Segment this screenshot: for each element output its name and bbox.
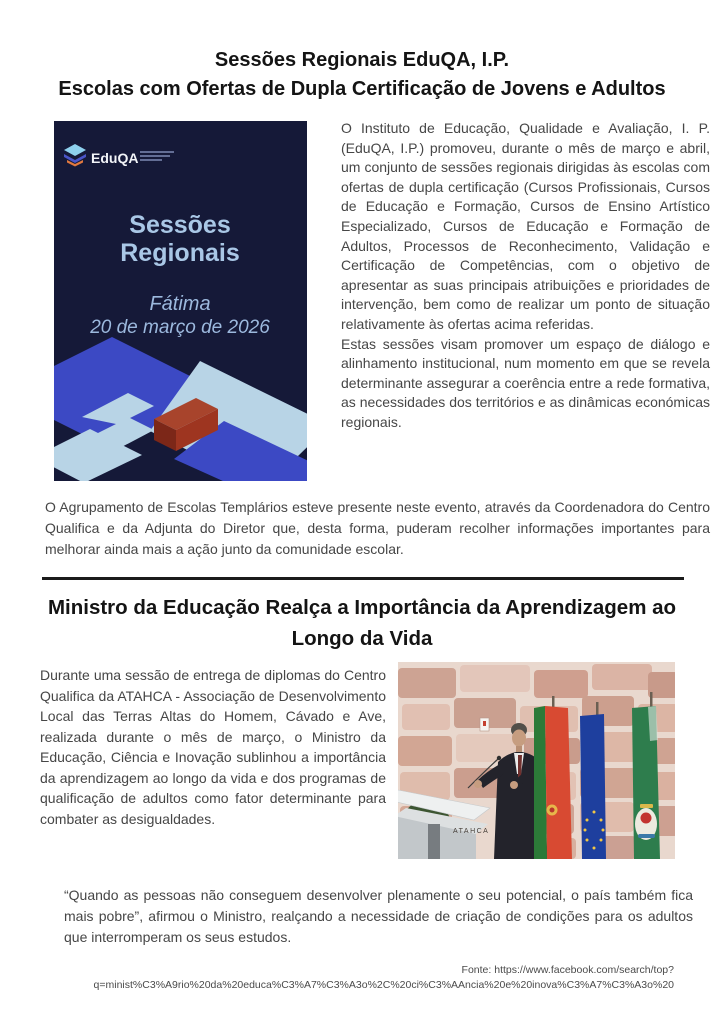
podium-label: ATAHCA — [453, 828, 490, 835]
section1-paragraph1: O Instituto de Educação, Qualidade e Avaliação, I. P. (EduQA, I.P.) promoveu, durante o mês de março e abril, um conjunto de sessões regionais dirigidas às escolas com ofertas de dupla certificação (Cursos Profissionais, Cursos de Educação e Formação, Cursos de Ensino Artístico Especializado, Cursos de Educação e Formação de Adultos, Processos de Reconhecimento, Validação e Certificação de Competências, com o objetivo de apresentar as suas principais atribuições e prioridades de intervenção, bem como de realizar um ponto de situação relativamente às ofertas acima referidas. — [341, 120, 710, 332]
portugal-flag-icon — [534, 696, 572, 859]
source-line1: Fonte: https://www.facebook.com/search/top? — [461, 964, 674, 976]
poster-location: Fátima — [149, 293, 211, 315]
poster-heading-line2: Regionais — [120, 239, 240, 267]
minister-quote: “Quando as pessoas não conseguem desenvolver plenamente o seu potencial, o país também fica mais pobre”, afirmou o Ministro, realçando a necessidade de criação de condições para os adultos que interromperam os seus estudos. — [64, 887, 693, 945]
eduqa-poster-graphic — [54, 121, 307, 481]
poster-date: 20 de março de 2026 — [90, 317, 270, 338]
section2-heading-line1: Ministro da Educação Realça a Importância da Aprendizagem ao — [47, 596, 677, 619]
eu-flag-icon — [580, 702, 606, 859]
page-title-line1: Sessões Regionais EduQA, I.P. — [214, 49, 510, 71]
section1-paragraph3: O Agrupamento de Escolas Templários esteve presente neste evento, através da Coordenadora do Centro Qualifica e da Adjunta do Diretor que, desta forma, puderam recolher informações importantes para melhorar ainda mais a ação junto da comunidade escolar. — [45, 499, 710, 557]
municipal-flag-icon — [632, 692, 660, 859]
section2-heading — [0, 592, 724, 654]
source-line2: q=minist%C3%A9rio%20da%20educa%C3%A7%C3%A3o%2C%20ci%C3%AAncia%20e%20inova%C3%A7%C3%A3o%20 — [93, 979, 674, 991]
section1-paragraph2: Estas sessões visam promover um espaço de diálogo e alinhamento institucional, num momento em que se revela determinante assegurar a coerência entre a rede formativa, as necessidades dos territórios e as dinâmicas económicas regionais. — [341, 335, 710, 430]
eduqa-poster-image — [54, 121, 307, 481]
page-title-line2: Escolas com Ofertas de Dupla Certificação de Jovens e Adultos — [58, 78, 666, 100]
page-title — [0, 46, 724, 104]
eduqa-logo-text: EduQA — [91, 150, 139, 166]
event-photo — [398, 662, 675, 859]
section2-heading-line2: Longo da Vida — [291, 627, 433, 650]
poster-heading-line1: Sessões — [129, 211, 231, 239]
source-note — [34, 963, 674, 993]
section2-paragraph1: Durante uma sessão de entrega de diplomas do Centro Qualifica da ATAHCA - Associação de Desenvolvimento Local das Terras Altas do Homem, Cávado e Ave, realizada durante o mês de março, o Ministro da Educação, Ciência e Inovação sublinhou a importância da aprendizagem ao longo da vida e dos programas de qualificação de adultos como fator determinante para combater as desigualdades. — [40, 667, 386, 827]
wall-sign — [480, 718, 489, 731]
section-divider — [42, 577, 684, 580]
section1-right-column — [341, 119, 710, 433]
event-photo-graphic — [398, 662, 675, 859]
